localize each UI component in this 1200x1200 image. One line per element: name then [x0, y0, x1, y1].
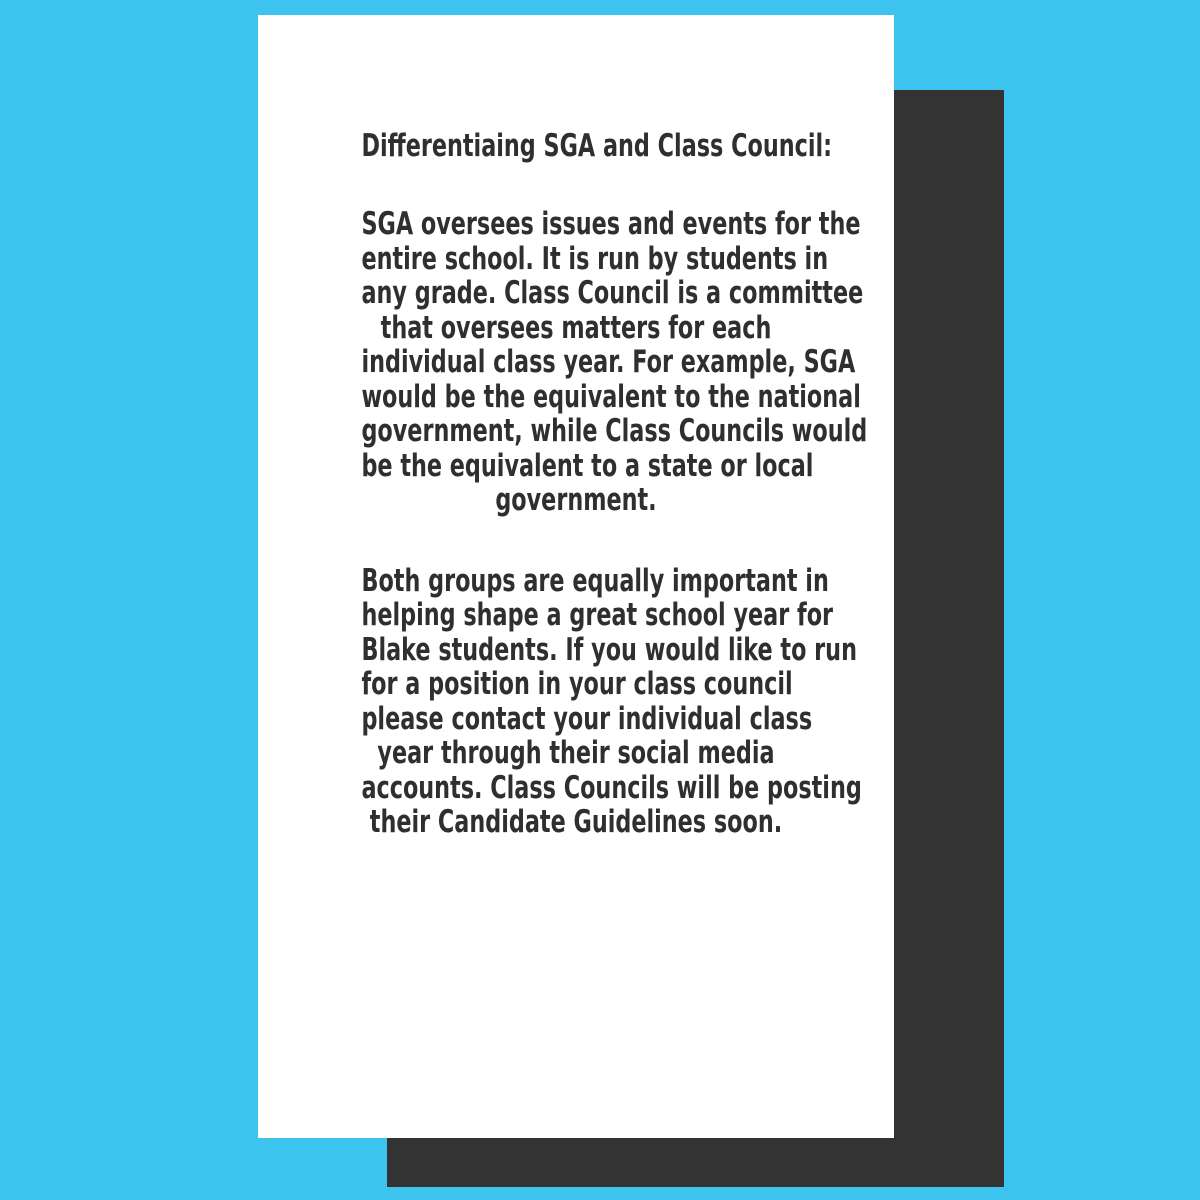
paragraph-line: SGA oversees issues and events for the: [361, 206, 861, 242]
paragraph-line: government, while Class Councils would: [361, 413, 868, 449]
paragraph-line: would be the equivalent to the national: [361, 378, 861, 415]
spacer: [278, 165, 874, 207]
paragraph-line: accounts. Class Councils will be posting: [361, 769, 862, 806]
paragraph-line: Blake students. If you would like to run: [361, 631, 857, 668]
info-title: Differentiaing SGA and Class Council:: [361, 128, 833, 164]
paragraph-line: be the equivalent to a state or local: [361, 447, 814, 484]
paragraph-line: any grade. Class Council is a committee: [361, 275, 864, 311]
paragraph-line: for a position in your class council: [361, 666, 793, 702]
paragraph-line: please contact your individual class: [361, 700, 813, 737]
paragraph-sga-class-council: [361, 206, 868, 518]
paragraph-line: that oversees matters for each: [380, 309, 772, 346]
spacer: [278, 518, 874, 564]
paragraph-line: their Candidate Guidelines soon.: [369, 804, 783, 840]
paragraph-line: individual class year. For example, SGA: [361, 344, 856, 380]
paragraph-line: Both groups are equally important in: [361, 562, 829, 599]
paragraph-line: government.: [495, 482, 657, 518]
content-card: [258, 15, 894, 1138]
paragraph-line: helping shape a great school year for: [361, 597, 834, 633]
paragraph-line: year through their social media: [377, 735, 775, 771]
paragraph-both-groups: [361, 562, 862, 840]
paragraph-line: entire school. It is run by students in: [361, 240, 829, 277]
